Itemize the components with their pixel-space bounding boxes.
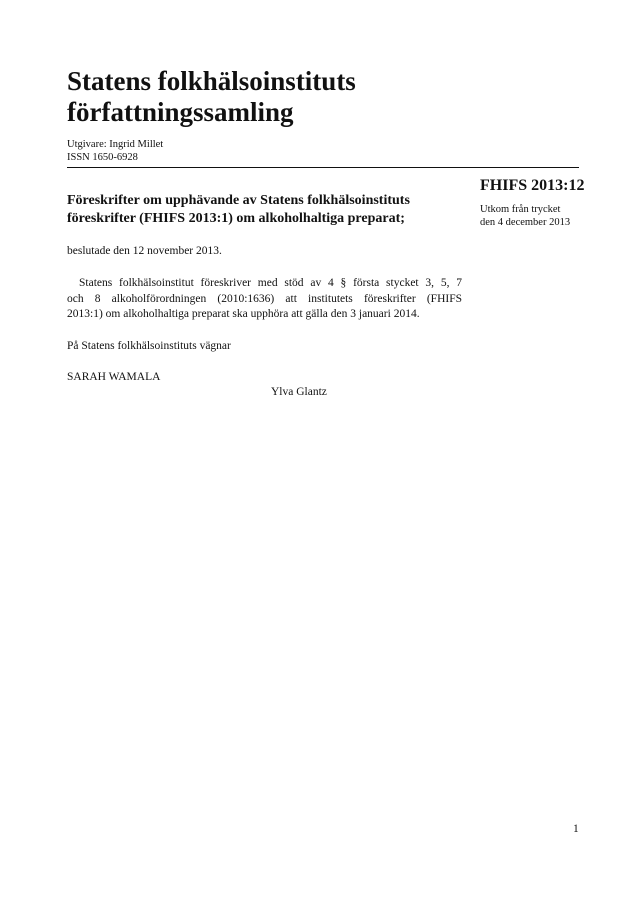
page-number: 1: [573, 823, 579, 835]
document-number: FHIFS 2013:12: [480, 177, 585, 194]
publication-line: den 4 december 2013: [480, 217, 571, 228]
masthead-meta: [67, 139, 163, 164]
header-rule: [67, 167, 579, 168]
on-behalf-line: På Statens folkhälsoinstituts vägnar: [67, 340, 231, 352]
publication-line: Utkom från trycket: [480, 204, 561, 215]
cosignatory: Ylva Glantz: [271, 386, 327, 398]
signatory: SARAH WAMALA: [67, 371, 161, 383]
body-line: Statens folkhälsoinstitut föreskriver med stöd av 4 § första stycket 3, 5, 7: [79, 277, 462, 289]
document-heading: [67, 192, 467, 228]
decision-date: beslutade den 12 november 2013.: [67, 245, 222, 257]
body-line: och 8 alkoholförordningen (2010:1636) att institutets föreskrifter (FHIFS: [67, 292, 462, 305]
heading-line: Föreskrifter om upphävande av Statens folkhälsoinstituts: [67, 193, 410, 208]
heading-line: föreskrifter (FHIFS 2013:1) om alkoholhaltiga preparat;: [67, 211, 405, 226]
publisher: Utgivare: Ingrid Millet: [67, 139, 164, 150]
issn: ISSN 1650-6928: [67, 151, 138, 163]
body-line: 2013:1) om alkoholhaltiga preparat ska upphöra att gälla den 3 januari 2014.: [67, 308, 420, 320]
collection-title-line: författningssamling: [67, 97, 294, 127]
collection-title: [67, 66, 587, 128]
collection-title-line: Statens folkhälsoinstituts: [67, 66, 356, 96]
body-paragraph: [67, 276, 462, 323]
publication-date: [480, 203, 570, 229]
